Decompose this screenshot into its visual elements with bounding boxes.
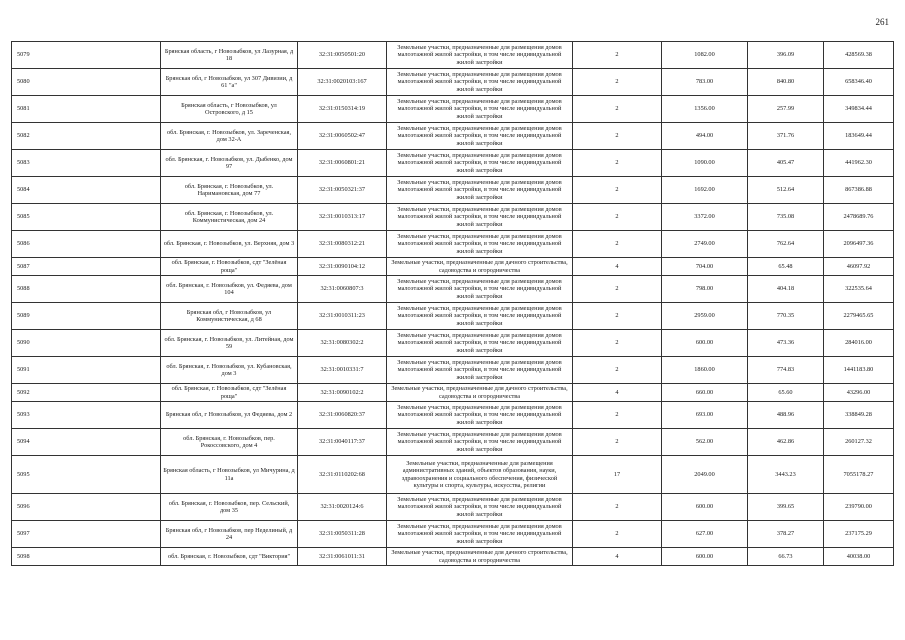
address-cell: обл. Брянская, г. Новозыбков, пер. Рокоссовского, дом 4: [161, 429, 298, 456]
unit-value-cell: 735.08: [748, 204, 824, 231]
area-cell: 1090.00: [662, 150, 748, 177]
group-cell: 2: [573, 123, 662, 150]
cadastral-value-cell: 349834.44: [824, 96, 894, 123]
area-cell: 1356.00: [662, 96, 748, 123]
cadastral-value-cell: 40038.00: [824, 548, 894, 566]
address-cell: Брянская обл, г Новозыбков, ул 307 Дивизии, д 61 "а": [161, 69, 298, 96]
address-cell: обл. Брянская, г. Новозыбков, сдт "Зелёная роща": [161, 258, 298, 276]
unit-value-cell: 399.65: [748, 494, 824, 521]
cadastral-number-cell: 32:31:0010313:17: [298, 204, 387, 231]
table-row: [12, 177, 894, 204]
cadastral-number-cell: 32:31:0050311:28: [298, 521, 387, 548]
cadastral-number-cell: 32:31:0050321:37: [298, 177, 387, 204]
address-cell: Брянская обл, г Новозыбков, ул Коммунистическая, д 68: [161, 303, 298, 330]
table-row: [12, 303, 894, 330]
cadastral-number-cell: 32:31:0090104:12: [298, 258, 387, 276]
land-use-cell: Земельные участки, предназначенные для размещения административных зданий, объектов образования, науки, здравоохранения и социального обеспечения, физической культуры и спорта, культуры, искусства, религии: [387, 456, 573, 494]
cadastral-value-cell: 46097.92: [824, 258, 894, 276]
cadastral-value-cell: 183649.44: [824, 123, 894, 150]
cadastral-number-cell: 32:31:0080302:2: [298, 330, 387, 357]
table-row: [12, 231, 894, 258]
group-cell: 2: [573, 402, 662, 429]
address-cell: обл. Брянская, г. Новозыбков, ул. Дыбенко, дом 97: [161, 150, 298, 177]
unit-value-cell: 488.96: [748, 402, 824, 429]
cadastral-number-cell: 32:31:0010331:7: [298, 357, 387, 384]
cadastral-number-cell: 32:31:0060502:47: [298, 123, 387, 150]
row-number-cell: 5084: [12, 177, 161, 204]
table-row: [12, 521, 894, 548]
table-row: [12, 429, 894, 456]
land-use-cell: Земельные участки, предназначенные для размещения домов малоэтажной жилой застройки, в том числе индивидуальной жилой застройки: [387, 402, 573, 429]
land-use-cell: Земельные участки, предназначенные для размещения домов малоэтажной жилой застройки, в том числе индивидуальной жилой застройки: [387, 521, 573, 548]
cadastral-value-cell: 658346.40: [824, 69, 894, 96]
unit-value-cell: 65.60: [748, 384, 824, 402]
table-row: [12, 258, 894, 276]
address-cell: обл. Брянская, г. Новозыбков, ул. Федяева, дом 104: [161, 276, 298, 303]
table-row: [12, 357, 894, 384]
table-row: [12, 402, 894, 429]
cadastral-value-cell: 2096497.36: [824, 231, 894, 258]
group-cell: 4: [573, 548, 662, 566]
row-number-cell: 5089: [12, 303, 161, 330]
table-row: [12, 494, 894, 521]
table-row: [12, 276, 894, 303]
area-cell: 660.00: [662, 384, 748, 402]
cadastral-number-cell: 32:31:0060820:37: [298, 402, 387, 429]
row-number-cell: 5086: [12, 231, 161, 258]
row-number-cell: 5094: [12, 429, 161, 456]
land-use-cell: Земельные участки, предназначенные для размещения домов малоэтажной жилой застройки, в том числе индивидуальной жилой застройки: [387, 303, 573, 330]
row-number-cell: 5079: [12, 42, 161, 69]
address-cell: обл. Брянская, г. Новозыбков, ул. Верхняя, дом 3: [161, 231, 298, 258]
land-use-cell: Земельные участки, предназначенные для дачного строительства, садоводства и огородничества: [387, 258, 573, 276]
group-cell: 2: [573, 521, 662, 548]
area-cell: 627.00: [662, 521, 748, 548]
area-cell: 704.00: [662, 258, 748, 276]
cadastral-value-cell: 2478689.76: [824, 204, 894, 231]
cadastral-value-cell: 1441183.80: [824, 357, 894, 384]
cadastral-value-cell: 7055178.27: [824, 456, 894, 494]
group-cell: 2: [573, 303, 662, 330]
cadastral-value-cell: 338849.28: [824, 402, 894, 429]
cadastral-number-cell: 32:31:0150314:19: [298, 96, 387, 123]
cadastral-value-cell: 428569.38: [824, 42, 894, 69]
unit-value-cell: 462.86: [748, 429, 824, 456]
address-cell: обл. Брянская, г. Новозыбков, ул. Кубановская, дом 3: [161, 357, 298, 384]
cadastral-number-cell: 32:31:0090102:2: [298, 384, 387, 402]
land-use-cell: Земельные участки, предназначенные для дачного строительства, садоводства и огородничества: [387, 384, 573, 402]
land-use-cell: Земельные участки, предназначенные для размещения домов малоэтажной жилой застройки, в том числе индивидуальной жилой застройки: [387, 231, 573, 258]
land-use-cell: Земельные участки, предназначенные для размещения домов малоэтажной жилой застройки, в том числе индивидуальной жилой застройки: [387, 42, 573, 69]
cadastral-number-cell: 32:31:0040117:37: [298, 429, 387, 456]
area-cell: 1860.00: [662, 357, 748, 384]
group-cell: 2: [573, 429, 662, 456]
row-number-cell: 5090: [12, 330, 161, 357]
cadastral-number-cell: 32:31:0060807:3: [298, 276, 387, 303]
area-cell: 562.00: [662, 429, 748, 456]
land-use-cell: Земельные участки, предназначенные для размещения домов малоэтажной жилой застройки, в том числе индивидуальной жилой застройки: [387, 494, 573, 521]
group-cell: 17: [573, 456, 662, 494]
group-cell: 2: [573, 42, 662, 69]
table-row: [12, 548, 894, 566]
unit-value-cell: 371.76: [748, 123, 824, 150]
area-cell: 600.00: [662, 548, 748, 566]
table-row: [12, 96, 894, 123]
row-number-cell: 5091: [12, 357, 161, 384]
cadastral-value-cell: 867386.88: [824, 177, 894, 204]
unit-value-cell: 774.83: [748, 357, 824, 384]
address-cell: обл. Брянская, г. Новозыбков, ул. Коммунистическая, дом 24: [161, 204, 298, 231]
land-use-cell: Земельные участки, предназначенные для размещения домов малоэтажной жилой застройки, в том числе индивидуальной жилой застройки: [387, 429, 573, 456]
unit-value-cell: 770.35: [748, 303, 824, 330]
cadastral-value-table: [11, 41, 894, 566]
page-number: 261: [875, 17, 889, 27]
row-number-cell: 5085: [12, 204, 161, 231]
land-use-cell: Земельные участки, предназначенные для размещения домов малоэтажной жилой застройки, в том числе индивидуальной жилой застройки: [387, 177, 573, 204]
land-use-cell: Земельные участки, предназначенные для размещения домов малоэтажной жилой застройки, в том числе индивидуальной жилой застройки: [387, 150, 573, 177]
cadastral-number-cell: 32:31:0020124:6: [298, 494, 387, 521]
row-number-cell: 5093: [12, 402, 161, 429]
area-cell: 2049.00: [662, 456, 748, 494]
group-cell: 2: [573, 177, 662, 204]
row-number-cell: 5098: [12, 548, 161, 566]
row-number-cell: 5083: [12, 150, 161, 177]
row-number-cell: 5087: [12, 258, 161, 276]
table-row: [12, 42, 894, 69]
row-number-cell: 5080: [12, 69, 161, 96]
address-cell: обл. Брянская, г. Новозыбков, сдт "Виктория": [161, 548, 298, 566]
area-cell: 494.00: [662, 123, 748, 150]
unit-value-cell: 512.64: [748, 177, 824, 204]
unit-value-cell: 473.36: [748, 330, 824, 357]
group-cell: 2: [573, 69, 662, 96]
area-cell: 798.00: [662, 276, 748, 303]
cadastral-value-cell: 2279465.65: [824, 303, 894, 330]
unit-value-cell: 405.47: [748, 150, 824, 177]
address-cell: обл. Брянская, г. Новозыбков, ул. Наримановская, дом 77: [161, 177, 298, 204]
land-use-cell: Земельные участки, предназначенные для размещения домов малоэтажной жилой застройки, в том числе индивидуальной жилой застройки: [387, 276, 573, 303]
address-cell: обл. Брянская, г. Новозыбков, ул. Литейная, дом 59: [161, 330, 298, 357]
row-number-cell: 5096: [12, 494, 161, 521]
row-number-cell: 5088: [12, 276, 161, 303]
address-cell: Брянская обл, г Новозыбков, ул Федяева, дом 2: [161, 402, 298, 429]
cadastral-value-cell: 322535.64: [824, 276, 894, 303]
row-number-cell: 5097: [12, 521, 161, 548]
cadastral-value-cell: 284016.00: [824, 330, 894, 357]
unit-value-cell: 66.73: [748, 548, 824, 566]
area-cell: 783.00: [662, 69, 748, 96]
area-cell: 693.00: [662, 402, 748, 429]
group-cell: 2: [573, 276, 662, 303]
area-cell: 1082.00: [662, 42, 748, 69]
area-cell: 600.00: [662, 330, 748, 357]
cadastral-number-cell: 32:31:0080312:21: [298, 231, 387, 258]
group-cell: 4: [573, 258, 662, 276]
cadastral-value-cell: 239790.00: [824, 494, 894, 521]
group-cell: 4: [573, 384, 662, 402]
cadastral-number-cell: 32:31:0010311:23: [298, 303, 387, 330]
area-cell: 600.00: [662, 494, 748, 521]
table-row: [12, 384, 894, 402]
cadastral-value-cell: 237175.29: [824, 521, 894, 548]
land-use-cell: Земельные участки, предназначенные для размещения домов малоэтажной жилой застройки, в том числе индивидуальной жилой застройки: [387, 123, 573, 150]
unit-value-cell: 404.18: [748, 276, 824, 303]
group-cell: 2: [573, 330, 662, 357]
land-use-cell: Земельные участки, предназначенные для размещения домов малоэтажной жилой застройки, в том числе индивидуальной жилой застройки: [387, 357, 573, 384]
address-cell: Брянская область, г Новозыбков, ул Островского, д 15: [161, 96, 298, 123]
group-cell: 2: [573, 494, 662, 521]
cadastral-number-cell: 32:31:0050501:20: [298, 42, 387, 69]
cadastral-value-cell: 260127.32: [824, 429, 894, 456]
address-cell: Брянская область, г Новозыбков, ул Лазурная, д 18: [161, 42, 298, 69]
row-number-cell: 5082: [12, 123, 161, 150]
address-cell: Брянская обл, г Новозыбков, пер Неделиный, д 24: [161, 521, 298, 548]
table-row: [12, 150, 894, 177]
table-row: [12, 69, 894, 96]
cadastral-number-cell: 32:31:0061011:31: [298, 548, 387, 566]
cadastral-value-cell: 441962.30: [824, 150, 894, 177]
area-cell: 3372.00: [662, 204, 748, 231]
unit-value-cell: 762.64: [748, 231, 824, 258]
area-cell: 2959.00: [662, 303, 748, 330]
cadastral-number-cell: 32:31:0020103:167: [298, 69, 387, 96]
unit-value-cell: 65.48: [748, 258, 824, 276]
table-row: [12, 330, 894, 357]
address-cell: обл. Брянская, г. Новозыбков, пер. Сельский, дом 35: [161, 494, 298, 521]
land-use-cell: Земельные участки, предназначенные для размещения домов малоэтажной жилой застройки, в том числе индивидуальной жилой застройки: [387, 96, 573, 123]
cadastral-number-cell: 32:31:0060801:21: [298, 150, 387, 177]
group-cell: 2: [573, 96, 662, 123]
group-cell: 2: [573, 357, 662, 384]
land-use-cell: Земельные участки, предназначенные для размещения домов малоэтажной жилой застройки, в том числе индивидуальной жилой застройки: [387, 330, 573, 357]
land-use-cell: Земельные участки, предназначенные для размещения домов малоэтажной жилой застройки, в том числе индивидуальной жилой застройки: [387, 69, 573, 96]
table-row: [12, 204, 894, 231]
cadastral-number-cell: 32:31:0110202:68: [298, 456, 387, 494]
group-cell: 2: [573, 150, 662, 177]
land-use-cell: Земельные участки, предназначенные для дачного строительства, садоводства и огородничества: [387, 548, 573, 566]
table-row: [12, 456, 894, 494]
cadastral-value-cell: 43296.00: [824, 384, 894, 402]
row-number-cell: 5095: [12, 456, 161, 494]
unit-value-cell: 396.09: [748, 42, 824, 69]
address-cell: обл. Брянская, г. Новозыбков, ул. Зареченская, дом 32-А: [161, 123, 298, 150]
row-number-cell: 5081: [12, 96, 161, 123]
land-use-cell: Земельные участки, предназначенные для размещения домов малоэтажной жилой застройки, в том числе индивидуальной жилой застройки: [387, 204, 573, 231]
row-number-cell: 5092: [12, 384, 161, 402]
address-cell: обл. Брянская, г. Новозыбков, сдт "Зелёная роща": [161, 384, 298, 402]
unit-value-cell: 3443.23: [748, 456, 824, 494]
address-cell: Брянская область, г Новозыбков, ул Мичурина, д 11а: [161, 456, 298, 494]
table-row: [12, 123, 894, 150]
group-cell: 2: [573, 231, 662, 258]
unit-value-cell: 840.80: [748, 69, 824, 96]
area-cell: 1692.00: [662, 177, 748, 204]
area-cell: 2749.00: [662, 231, 748, 258]
unit-value-cell: 378.27: [748, 521, 824, 548]
group-cell: 2: [573, 204, 662, 231]
unit-value-cell: 257.99: [748, 96, 824, 123]
